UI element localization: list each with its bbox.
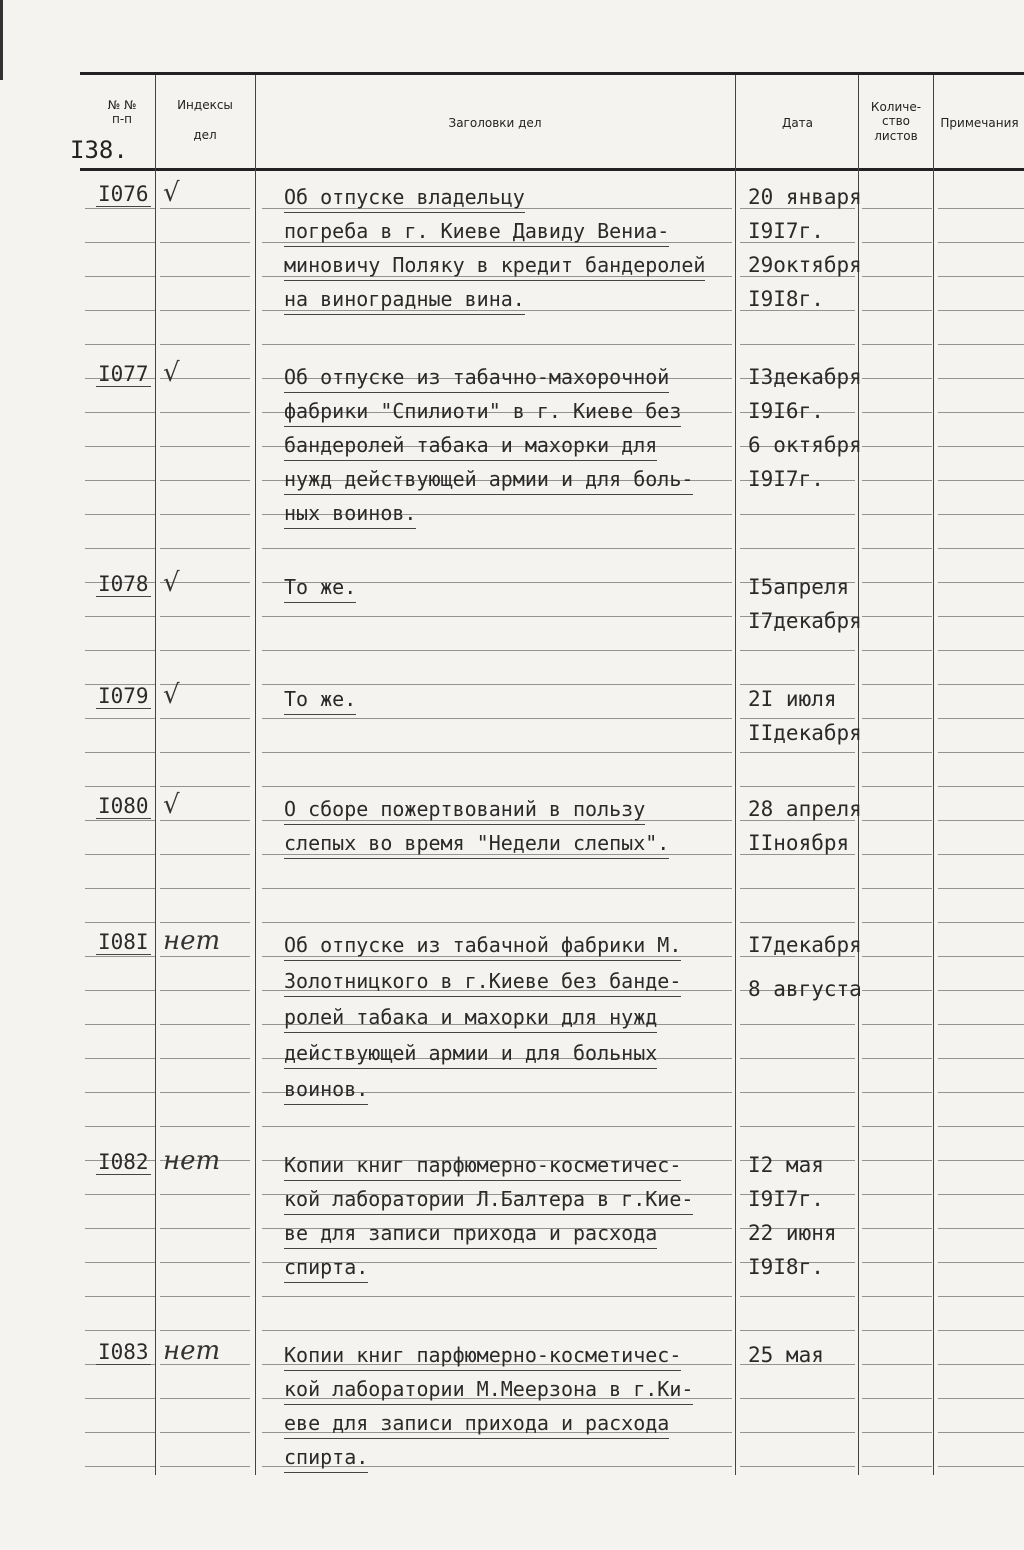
ruled-line <box>862 1194 932 1195</box>
entry-title-line: Копии книг парфюмерно-косметичес- <box>284 1340 681 1371</box>
ruled-line <box>85 276 155 277</box>
ruled-line <box>85 718 155 719</box>
entry-title-line: погреба в г. Киеве Давиду Вениа- <box>284 216 669 247</box>
ruled-line <box>160 1398 250 1399</box>
ruled-line <box>938 1364 1024 1365</box>
entry-date-line: I9I8г. <box>748 1255 824 1279</box>
ruled-line <box>262 650 732 651</box>
ruled-line <box>862 990 932 991</box>
ruled-line <box>862 922 932 923</box>
page-number: I38. <box>70 136 128 164</box>
ruled-line <box>160 1466 250 1467</box>
ruled-line <box>862 956 932 957</box>
ruled-line <box>938 752 1024 753</box>
ruled-line <box>160 242 250 243</box>
ruled-line <box>740 650 855 651</box>
ruled-line <box>85 1194 155 1195</box>
entry-number: I077 <box>98 362 149 386</box>
entry-title-line: миновичу Поляку в кредит бандеролей <box>284 250 705 281</box>
ruled-line <box>85 1398 155 1399</box>
entry-date-line: I7декабря <box>748 609 862 633</box>
header-index-label: Индексы <box>177 98 233 112</box>
ruled-line <box>740 514 855 515</box>
ruled-line <box>85 446 155 447</box>
ruled-line <box>938 1194 1024 1195</box>
ruled-line <box>85 412 155 413</box>
ruled-line <box>262 1296 732 1297</box>
ruled-line <box>862 1160 932 1161</box>
ruled-line <box>85 650 155 651</box>
ruled-line <box>862 1092 932 1093</box>
ruled-line <box>938 718 1024 719</box>
entry-index: √ <box>163 178 180 208</box>
entry-index: нет <box>163 926 221 956</box>
ruled-line <box>85 514 155 515</box>
ruled-line <box>740 922 855 923</box>
ruled-line <box>160 344 250 345</box>
ruled-line <box>938 1126 1024 1127</box>
entry-title-line: на виноградные вина. <box>284 284 525 315</box>
ruled-line <box>160 1126 250 1127</box>
entry-title-line: ве для записи прихода и расхода <box>284 1218 657 1249</box>
entry-date-line: I2 мая <box>748 1153 824 1177</box>
ruled-line <box>938 990 1024 991</box>
entry-title-line: действующей армии и для больных <box>284 1038 657 1069</box>
ruled-line <box>160 446 250 447</box>
entry-title-line: О сборе пожертвований в пользу <box>284 794 645 825</box>
ruled-line <box>862 1364 932 1365</box>
ruled-line <box>938 650 1024 651</box>
entry-title-line: кой лаборатории Л.Балтера в г.Кие- <box>284 1184 693 1215</box>
entry-date-line: 28 апреля <box>748 797 862 821</box>
header-number-sub: п-п <box>111 112 133 127</box>
ruled-line <box>85 616 155 617</box>
ruled-line <box>938 344 1024 345</box>
ruled-line <box>160 820 250 821</box>
header-index <box>160 98 250 143</box>
ruled-line <box>938 888 1024 889</box>
ruled-line <box>862 276 932 277</box>
ruled-line <box>160 922 250 923</box>
ruled-line <box>862 1296 932 1297</box>
ruled-line <box>740 548 855 549</box>
ruled-line <box>160 990 250 991</box>
ruled-line <box>862 1330 932 1331</box>
ruled-line <box>85 1126 155 1127</box>
ruled-line <box>160 1194 250 1195</box>
ruled-line <box>85 820 155 821</box>
entry-title-line: воинов. <box>284 1074 368 1105</box>
ruled-line <box>85 242 155 243</box>
ruled-line <box>938 1466 1024 1467</box>
ruled-line <box>938 956 1024 957</box>
ruled-line <box>938 616 1024 617</box>
ruled-line <box>262 1330 732 1331</box>
ruled-line <box>740 786 855 787</box>
ruled-line <box>160 310 250 311</box>
ruled-line <box>262 344 732 345</box>
ruled-line <box>262 1126 732 1127</box>
ruled-line <box>862 242 932 243</box>
header-title: Заголовки дел <box>448 116 542 130</box>
entry-title-line: Об отпуске из табачно-махорочной <box>284 362 669 393</box>
ruled-line <box>262 752 732 753</box>
ruled-line <box>740 752 855 753</box>
ruled-line <box>938 242 1024 243</box>
entry-date-line: IIноября <box>748 831 850 855</box>
ruled-line <box>938 412 1024 413</box>
ruled-line <box>740 888 855 889</box>
entry-date-line: I9I7г. <box>748 219 824 243</box>
table-top-rule <box>80 72 1024 75</box>
ruled-line <box>862 1228 932 1229</box>
ruled-line <box>85 480 155 481</box>
header-number-label: № № <box>107 98 137 112</box>
entry-title-line: спирта. <box>284 1252 368 1283</box>
ruled-line <box>85 344 155 345</box>
ruled-line <box>938 1228 1024 1229</box>
ruled-line <box>160 888 250 889</box>
ruled-line <box>160 480 250 481</box>
ruled-line <box>160 854 250 855</box>
entry-title-line: ролей табака и махорки для нужд <box>284 1002 657 1033</box>
entry-title-line: спирта. <box>284 1442 368 1473</box>
ruled-line <box>85 854 155 855</box>
ruled-line <box>862 1466 932 1467</box>
ruled-line <box>938 1058 1024 1059</box>
entry-date-line: 22 июня <box>748 1221 837 1245</box>
ruled-line <box>862 718 932 719</box>
ruled-line <box>85 1262 155 1263</box>
entry-title-line: слепых во время "Недели слепых". <box>284 828 669 859</box>
ruled-line <box>85 1330 155 1331</box>
ruled-line <box>938 1432 1024 1433</box>
ruled-line <box>740 1398 855 1399</box>
ruled-line <box>160 548 250 549</box>
entry-date-line: I9I7г. <box>748 467 824 491</box>
entry-number: I08I <box>98 930 149 954</box>
ruled-line <box>938 1262 1024 1263</box>
ruled-line <box>85 1228 155 1229</box>
entry-number: I080 <box>98 794 149 818</box>
ruled-line <box>85 208 155 209</box>
ruled-line <box>740 1330 855 1331</box>
ruled-line <box>262 888 732 889</box>
ruled-line <box>85 548 155 549</box>
ruled-line <box>862 412 932 413</box>
ruled-line <box>862 1024 932 1025</box>
ruled-line <box>862 752 932 753</box>
ruled-line <box>740 1092 855 1093</box>
ruled-line <box>160 650 250 651</box>
entry-date-line: 29октября <box>748 253 862 277</box>
ruled-line <box>262 616 732 617</box>
entry-index: √ <box>163 358 180 388</box>
ruled-line <box>85 1466 155 1467</box>
ruled-line <box>862 1126 932 1127</box>
entry-index: √ <box>163 568 180 598</box>
ruled-line <box>160 514 250 515</box>
ruled-line <box>85 1296 155 1297</box>
entry-title-line: бандеролей табака и махорки для <box>284 430 657 461</box>
ruled-line <box>862 1432 932 1433</box>
ruled-line <box>160 1262 250 1263</box>
ruled-line <box>160 786 250 787</box>
header-sheets: Количе-ство листов <box>870 100 922 143</box>
ruled-line <box>160 412 250 413</box>
ruled-line <box>862 820 932 821</box>
entry-date-line: I9I8г. <box>748 287 824 311</box>
column-divider <box>155 75 156 1475</box>
ruled-line <box>85 922 155 923</box>
ruled-line <box>85 1024 155 1025</box>
ruled-line <box>740 1024 855 1025</box>
entry-date-line: I9I6г. <box>748 399 824 423</box>
ruled-line <box>938 922 1024 923</box>
ruled-line <box>938 1296 1024 1297</box>
entry-number: I079 <box>98 684 149 708</box>
entry-date-line: 20 января <box>748 185 862 209</box>
entry-number: I078 <box>98 572 149 596</box>
entry-date-line: I5апреля <box>748 575 850 599</box>
ruled-line <box>862 446 932 447</box>
ruled-line <box>938 1024 1024 1025</box>
entry-title-line: Об отпуске владельцу <box>284 182 525 213</box>
ruled-line <box>862 1058 932 1059</box>
ruled-line <box>85 990 155 991</box>
entry-index: √ <box>163 790 180 820</box>
ruled-line <box>740 344 855 345</box>
ruled-line <box>862 582 932 583</box>
entry-date-line: IIдекабря <box>748 721 862 745</box>
ruled-line <box>938 514 1024 515</box>
entry-title-line: Золотницкого в г.Киеве без банде- <box>284 966 681 997</box>
ruled-line <box>938 310 1024 311</box>
ruled-line <box>160 752 250 753</box>
entry-title-line: фабрики "Спилиоти" в г. Киеве без <box>284 396 681 427</box>
entry-date-line: 8 августа <box>748 977 862 1001</box>
ruled-line <box>160 718 250 719</box>
ruled-line <box>938 1330 1024 1331</box>
table-header-rule <box>80 168 1024 171</box>
ruled-line <box>862 514 932 515</box>
ruled-line <box>160 1092 250 1093</box>
entry-number: I083 <box>98 1340 149 1364</box>
ruled-line <box>85 786 155 787</box>
header-number <box>92 98 152 127</box>
ruled-line <box>262 786 732 787</box>
entry-title-line: еве для записи прихода и расхода <box>284 1408 669 1439</box>
ruled-line <box>938 446 1024 447</box>
entry-index: нет <box>163 1336 221 1366</box>
entry-title-line: ных воинов. <box>284 498 416 529</box>
entry-date-line: 25 мая <box>748 1343 824 1367</box>
ruled-line <box>160 1024 250 1025</box>
header-index-sub: дел <box>193 128 217 143</box>
ruled-line <box>85 888 155 889</box>
ruled-line <box>740 1296 855 1297</box>
ruled-line <box>862 378 932 379</box>
ruled-line <box>862 1398 932 1399</box>
ruled-line <box>862 480 932 481</box>
entry-date-line: I7декабря <box>748 933 862 957</box>
entry-number: I076 <box>98 182 149 206</box>
ruled-line <box>938 208 1024 209</box>
ruled-line <box>862 208 932 209</box>
ruled-line <box>862 548 932 549</box>
ruled-line <box>862 1262 932 1263</box>
entry-title-line: Копии книг парфюмерно-косметичес- <box>284 1150 681 1181</box>
ruled-line <box>938 582 1024 583</box>
ruled-line <box>938 276 1024 277</box>
ruled-line <box>740 1466 855 1467</box>
ruled-line <box>938 548 1024 549</box>
entry-title-line: кой лаборатории М.Меерзона в г.Ки- <box>284 1374 693 1405</box>
ruled-line <box>262 718 732 719</box>
ruled-line <box>938 1398 1024 1399</box>
ruled-line <box>262 922 732 923</box>
ruled-line <box>160 1296 250 1297</box>
ruled-line <box>160 616 250 617</box>
column-divider <box>735 75 736 1475</box>
ruled-line <box>262 548 732 549</box>
page-edge-mark <box>0 0 3 80</box>
entry-date-line: 6 октября <box>748 433 862 457</box>
ruled-line <box>938 1092 1024 1093</box>
column-divider <box>255 75 256 1475</box>
ruled-line <box>160 956 250 957</box>
ruled-line <box>938 854 1024 855</box>
ruled-line <box>862 854 932 855</box>
column-divider <box>858 75 859 1475</box>
ruled-line <box>862 888 932 889</box>
entry-title-line: Об отпуске из табачной фабрики М. <box>284 930 681 961</box>
ruled-line <box>862 786 932 787</box>
ruled-line <box>160 1330 250 1331</box>
ruled-line <box>740 1126 855 1127</box>
ruled-line <box>938 1160 1024 1161</box>
entry-date-line: I3декабря <box>748 365 862 389</box>
ruled-line <box>862 616 932 617</box>
ruled-line <box>85 1092 155 1093</box>
ruled-line <box>85 1432 155 1433</box>
entry-index: √ <box>163 680 180 710</box>
entry-date-line: 2I июля <box>748 687 837 711</box>
ruled-line <box>160 1228 250 1229</box>
entry-date-line: I9I7г. <box>748 1187 824 1211</box>
header-notes: Примечания <box>940 116 1019 130</box>
ruled-line <box>160 208 250 209</box>
entry-number: I082 <box>98 1150 149 1174</box>
ruled-line <box>85 1058 155 1059</box>
entry-index: нет <box>163 1146 221 1176</box>
ruled-line <box>160 1058 250 1059</box>
ruled-line <box>85 752 155 753</box>
ruled-line <box>85 310 155 311</box>
ruled-line <box>938 820 1024 821</box>
entry-title-line: То же. <box>284 572 356 603</box>
ruled-line <box>160 1432 250 1433</box>
entry-title-line: нужд действующей армии и для боль- <box>284 464 693 495</box>
ruled-line <box>862 310 932 311</box>
ruled-line <box>160 276 250 277</box>
ruled-line <box>862 344 932 345</box>
ruled-line <box>740 1432 855 1433</box>
ruled-line <box>938 378 1024 379</box>
ruled-line <box>862 684 932 685</box>
column-divider <box>933 75 934 1475</box>
ruled-line <box>862 650 932 651</box>
header-date: Дата <box>781 116 814 130</box>
ruled-line <box>85 956 155 957</box>
entry-title-line: То же. <box>284 684 356 715</box>
ruled-line <box>938 684 1024 685</box>
ruled-line <box>938 480 1024 481</box>
ruled-line <box>938 786 1024 787</box>
ruled-line <box>740 1058 855 1059</box>
